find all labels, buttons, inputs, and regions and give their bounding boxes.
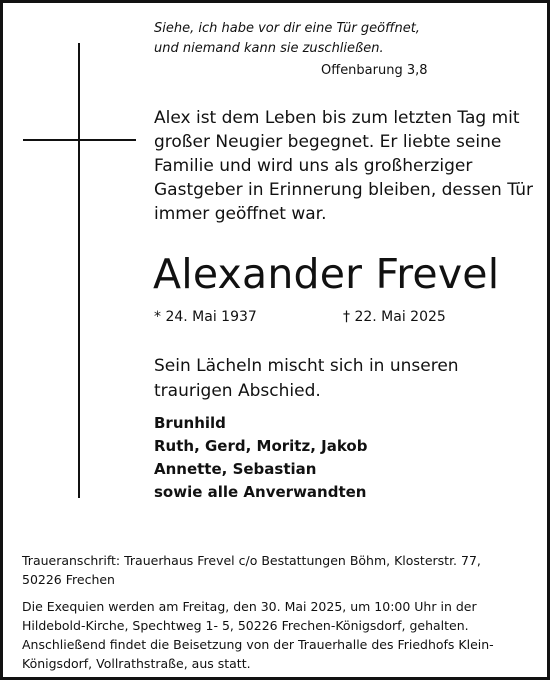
mourner-entry: Brunhild <box>154 414 226 432</box>
farewell-line: Sein Lächeln mischt sich in unseren <box>154 356 459 376</box>
intro-line: Alex ist dem Leben bis zum letzten Tag mit <box>154 108 520 128</box>
address-line: Traueranschrift: Trauerhaus Frevel c/o Bestattungen Böhm, Klosterstr. 77, <box>22 553 481 568</box>
service-line: Hildebold-Kirche, Spechtweg 1- 5, 50226 Frechen-Königsdorf, gehalten. <box>22 618 469 633</box>
verse-line: Siehe, ich habe vor dir eine Tür geöffnet, <box>154 21 420 36</box>
deceased-name: Alexander Frevel <box>153 250 500 298</box>
farewell-line: traurigen Abschied. <box>154 381 321 401</box>
verse-line: und niemand kann sie zuschließen. <box>154 41 384 56</box>
mourner-entry: Annette, Sebastian <box>154 460 317 478</box>
birth-date: * 24. Mai 1937 <box>154 309 257 325</box>
service-line: Die Exequien werden am Freitag, den 30. Mai 2025, um 10:00 Uhr in der <box>22 599 477 614</box>
intro-text <box>154 106 544 226</box>
service-line: Anschließend findet die Beisetzung von der Trauerhalle des Friedhofs Klein- <box>22 637 494 652</box>
address-line: 50226 Frechen <box>22 572 115 587</box>
verse-reference: Offenbarung 3,8 <box>321 63 428 78</box>
death-date: † 22. Mai 2025 <box>343 309 446 325</box>
service-line: Königsdorf, Vollrathstraße, aus statt. <box>22 656 251 671</box>
cross-horizontal-bar <box>23 139 136 141</box>
cross-vertical-bar <box>78 43 80 498</box>
intro-line: großer Neugier begegnet. Er liebte seine <box>154 132 502 152</box>
intro-line: Familie und wird uns als großherziger <box>154 156 473 176</box>
service-info <box>22 597 532 673</box>
mourning-address <box>22 551 532 589</box>
mourners-list <box>154 412 367 504</box>
mourner-entry: sowie alle Anverwandten <box>154 483 367 501</box>
bible-verse <box>154 19 454 59</box>
intro-line: Gastgeber in Erinnerung bleiben, dessen Tür <box>154 180 534 200</box>
mourner-entry: Ruth, Gerd, Moritz, Jakob <box>154 437 368 455</box>
intro-line: immer geöffnet war. <box>154 204 327 224</box>
farewell-text <box>154 354 504 404</box>
